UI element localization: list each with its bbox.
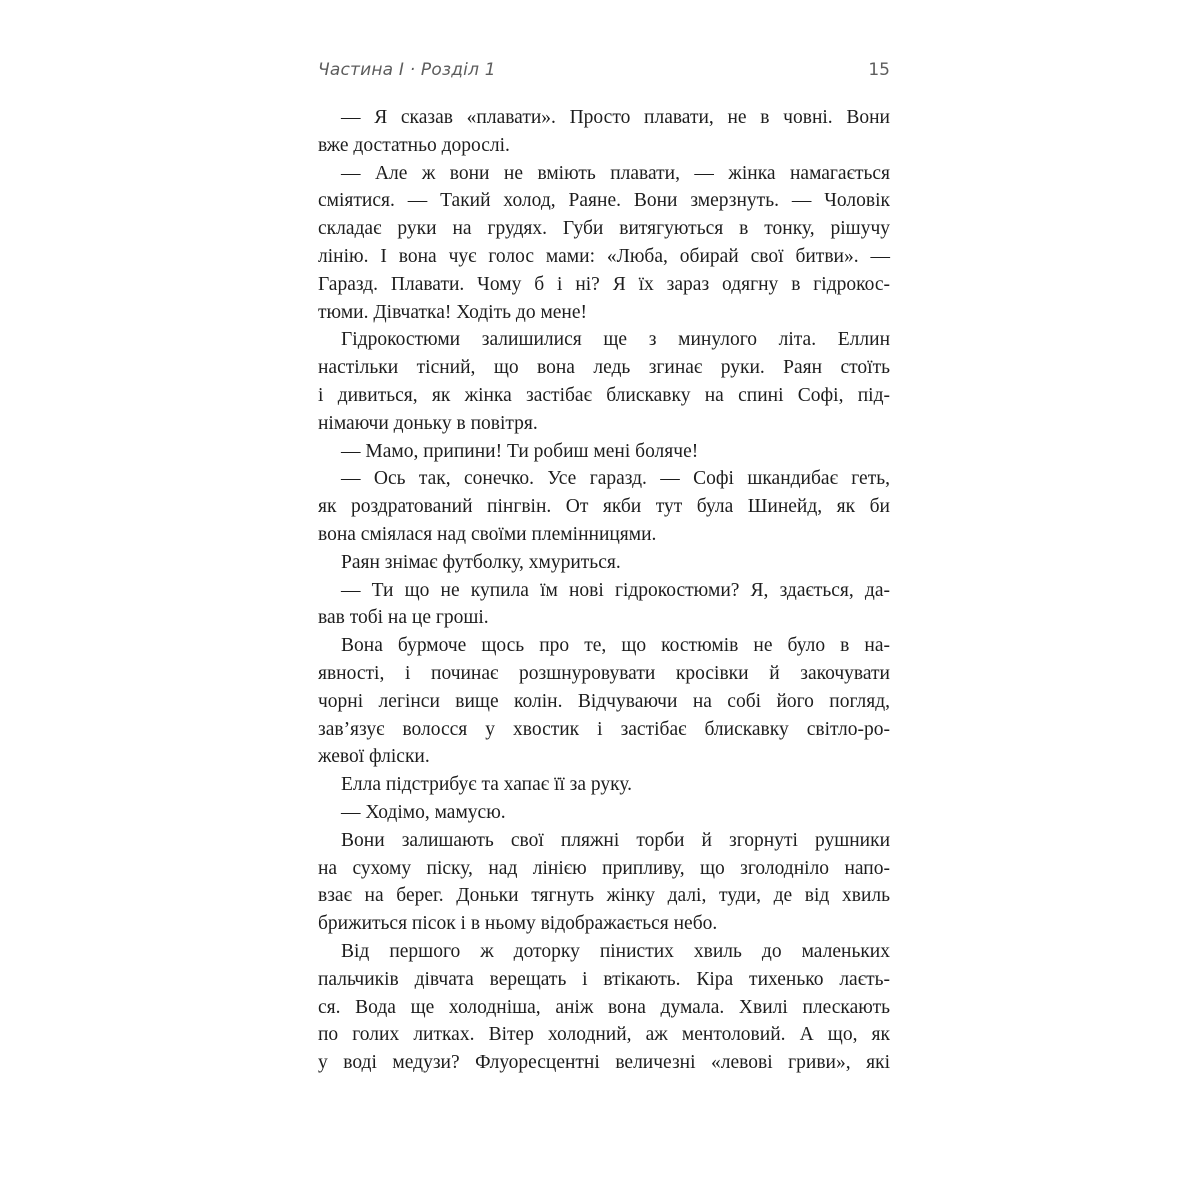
text-line: брижиться пісок і в ньому відображається небо. [318, 913, 718, 935]
text-line: — Мамо, припини! Ти робиш мені боляче! [341, 440, 699, 462]
text-line: — Ось так, сонечко. Усе гаразд. — Софі шкандибає геть, [341, 468, 890, 490]
text-line: Раян знімає футболку, хмуриться. [341, 551, 621, 573]
paragraph [318, 549, 890, 577]
text-line: вона сміялася над своїми племінницями. [318, 523, 657, 545]
text-line: жевої фліски. [318, 746, 430, 768]
paragraph [318, 938, 890, 1077]
text-line: — Я сказав «плавати». Просто плавати, не в човні. Вони [341, 107, 890, 128]
text-line: і дивиться, як жінка застібає блискавку на спині Софі, під- [318, 384, 890, 406]
paragraph [318, 438, 890, 466]
running-title: Частина І · Розділ 1 [318, 60, 496, 80]
paragraph [318, 577, 890, 633]
page-header [318, 60, 890, 80]
text-line: Гідрокостюми залишилися ще з минулого літа. Еллин [341, 329, 890, 351]
paragraph [318, 326, 890, 437]
text-line: по голих литках. Вітер холодний, аж ментоловий. А що, як [318, 1024, 890, 1046]
text-line: — Ходімо, мамусю. [341, 801, 506, 823]
paragraph [318, 104, 890, 160]
text-line: — Ти що не купила їм нові гідрокостюми? Я, здається, да- [341, 579, 890, 601]
text-line: складає руки на грудях. Губи витягуються в тонку, рішучу [318, 218, 890, 240]
paragraph [318, 465, 890, 548]
paragraph [318, 632, 890, 771]
text-line: на сухому піску, над лінією припливу, що зголодніло напо- [318, 857, 890, 879]
page-number: 15 [868, 60, 890, 80]
page-text [318, 104, 890, 1077]
paragraph [318, 771, 890, 799]
text-line: зав’язує волосся у хвостик і застібає блискавку світло-ро- [318, 718, 890, 740]
text-line: Вони залишають свої пляжні торби й згорнуті рушники [341, 829, 890, 851]
text-line: вже достатньо дорослі. [318, 134, 510, 156]
paragraph [318, 160, 890, 327]
text-line: Від першого ж доторку пінистих хвиль до маленьких [341, 940, 890, 962]
text-line: явності, і починає розшнуровувати кросівки й закочувати [318, 662, 890, 684]
text-line: — Але ж вони не вміють плавати, — жінка намагається [341, 162, 890, 184]
text-line: Елла підстрибує та хапає її за руку. [341, 774, 633, 796]
paragraph [318, 827, 890, 938]
text-line: у воді медузи? Флуоресцентні величезні «левові гриви», які [318, 1052, 890, 1074]
text-line: вав тобі на це гроші. [318, 607, 489, 629]
text-line: як роздратований пінгвін. От якби тут була Шинейд, як би [318, 496, 890, 518]
text-line: Вона бурмоче щось про те, що костюмів не було в на- [341, 635, 890, 657]
text-line: ся. Вода ще холодніша, аніж вона думала. Хвилі плескають [318, 996, 890, 1018]
text-line: чорні легінси вище колін. Відчуваючи на собі його погляд, [318, 690, 890, 712]
text-line: тюми. Дівчатка! Ходіть до мене! [318, 301, 588, 323]
text-line: сміятися. — Такий холод, Раяне. Вони змерзнуть. — Чоловік [318, 190, 890, 212]
text-line: Гаразд. Плавати. Чому б і ні? Я їх зараз одягну в гідрокос- [318, 273, 890, 295]
text-line: пальчиків дівчата верещать і втікають. Кіра тихенько лаєть- [318, 968, 890, 990]
text-line: взає на берег. Доньки тягнуть жінку далі, туди, де від хвиль [318, 885, 890, 907]
text-line: лінію. І вона чує голос мами: «Люба, обирай свої битви». — [318, 245, 890, 267]
text-line: німаючи доньку в повітря. [318, 412, 538, 434]
paragraph [318, 799, 890, 827]
text-line: настільки тісний, що вона ледь згинає руки. Раян стоїть [318, 357, 890, 379]
